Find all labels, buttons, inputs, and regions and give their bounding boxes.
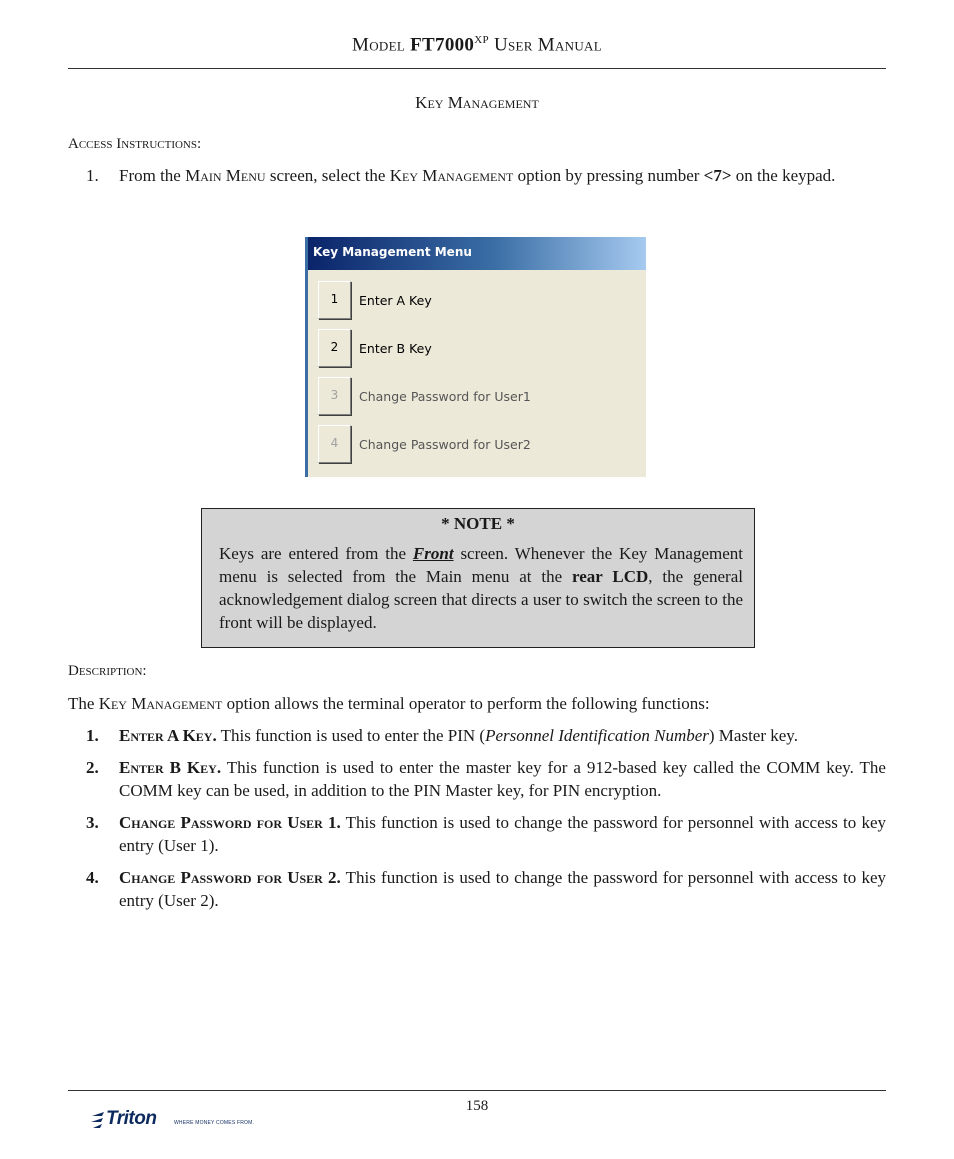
option-2-label: Enter B Key	[359, 341, 432, 356]
header-suffix: User Manual	[488, 34, 602, 56]
manual-header	[68, 34, 886, 56]
section-title: Key Management	[415, 93, 539, 112]
description-intro: The Key Management option allows the terminal operator to perform the following functions:	[68, 694, 710, 713]
note-title: * NOTE *	[441, 514, 515, 533]
logo-tagline: WHERE MONEY COMES FROM.	[174, 1120, 255, 1126]
option-4-button[interactable]: 4	[318, 425, 351, 463]
note-box	[201, 508, 755, 648]
item-number: 1.	[86, 726, 99, 745]
key-mgmt-ref-2: Key Management	[98, 694, 223, 713]
menu-option-enter-b-key[interactable]	[318, 329, 638, 369]
screenshot-title-bar: Key Management Menu	[308, 237, 646, 270]
option-3-label: Change Password for User1	[359, 389, 531, 404]
function-item-1: 1. Enter A Key. This function is used to enter the PIN (Personnel Identification Number) Master key.	[86, 726, 798, 745]
menu-option-change-password-user2[interactable]	[318, 425, 638, 465]
rear-lcd-emphasis: rear LCD	[571, 567, 649, 586]
note-body: Keys are entered from the Front screen. Whenever the Key Management menu is selected from the Main menu at the rear LCD, the general acknowledgement dialog screen that directs a user to switch the screen to the front will be displayed.	[219, 544, 743, 632]
key-mgmt-ref: Key Management	[389, 166, 514, 185]
header-rule	[68, 68, 886, 69]
step-text: From the Main Menu screen, select the Key Management option by pressing number <7> on the keypad.	[119, 166, 836, 185]
key-seven: <7>	[703, 166, 732, 185]
header-model: FT7000	[410, 34, 475, 56]
menu-option-change-password-user1[interactable]	[318, 377, 638, 417]
access-heading: Access Instructions:	[68, 136, 202, 152]
function-item-2: 2. Enter B Key. This function is used to enter the master key for a 912-based key called the COMM key. The COMM key can be used, in addition to the PIN Master key, for PIN encryption.	[86, 758, 886, 800]
item-name: Enter B Key.	[119, 758, 222, 777]
triton-swoosh-icon	[90, 1110, 106, 1130]
access-step	[68, 164, 886, 187]
item-number: 2.	[86, 758, 99, 777]
page-number: 158	[465, 1098, 489, 1114]
item-name: Enter A Key.	[119, 726, 217, 745]
item-number: 3.	[86, 813, 99, 832]
main-menu-ref: Main Menu	[185, 166, 266, 185]
item-italic: Personnel Identification Number	[485, 726, 709, 745]
item-name: Change Password for User 1.	[119, 813, 341, 832]
header-sup: XP	[474, 34, 489, 46]
function-item-4: 4. Change Password for User 2. This function is used to change the password for personnel with access to key entry (User 2).	[86, 868, 886, 910]
triton-logo	[90, 1108, 260, 1130]
step-number: 1.	[86, 166, 99, 185]
front-emphasis: Front	[412, 544, 454, 563]
option-1-button[interactable]: 1	[318, 281, 351, 319]
item-name: Change Password for User 2.	[119, 868, 341, 887]
option-1-label: Enter A Key	[359, 293, 432, 308]
function-item-3: 3. Change Password for User 1. This function is used to change the password for personnel with access to key entry (User 1).	[86, 813, 886, 855]
option-4-label: Change Password for User2	[359, 437, 531, 452]
key-management-screenshot	[305, 237, 646, 477]
logo-wordmark: Triton	[106, 1108, 157, 1129]
header-prefix: Model	[352, 34, 411, 56]
footer-rule	[68, 1090, 886, 1091]
item-number: 4.	[86, 868, 99, 887]
option-2-button[interactable]: 2	[318, 329, 351, 367]
menu-option-enter-a-key[interactable]	[318, 281, 638, 321]
option-3-button[interactable]: 3	[318, 377, 351, 415]
description-heading: Description:	[68, 663, 147, 679]
